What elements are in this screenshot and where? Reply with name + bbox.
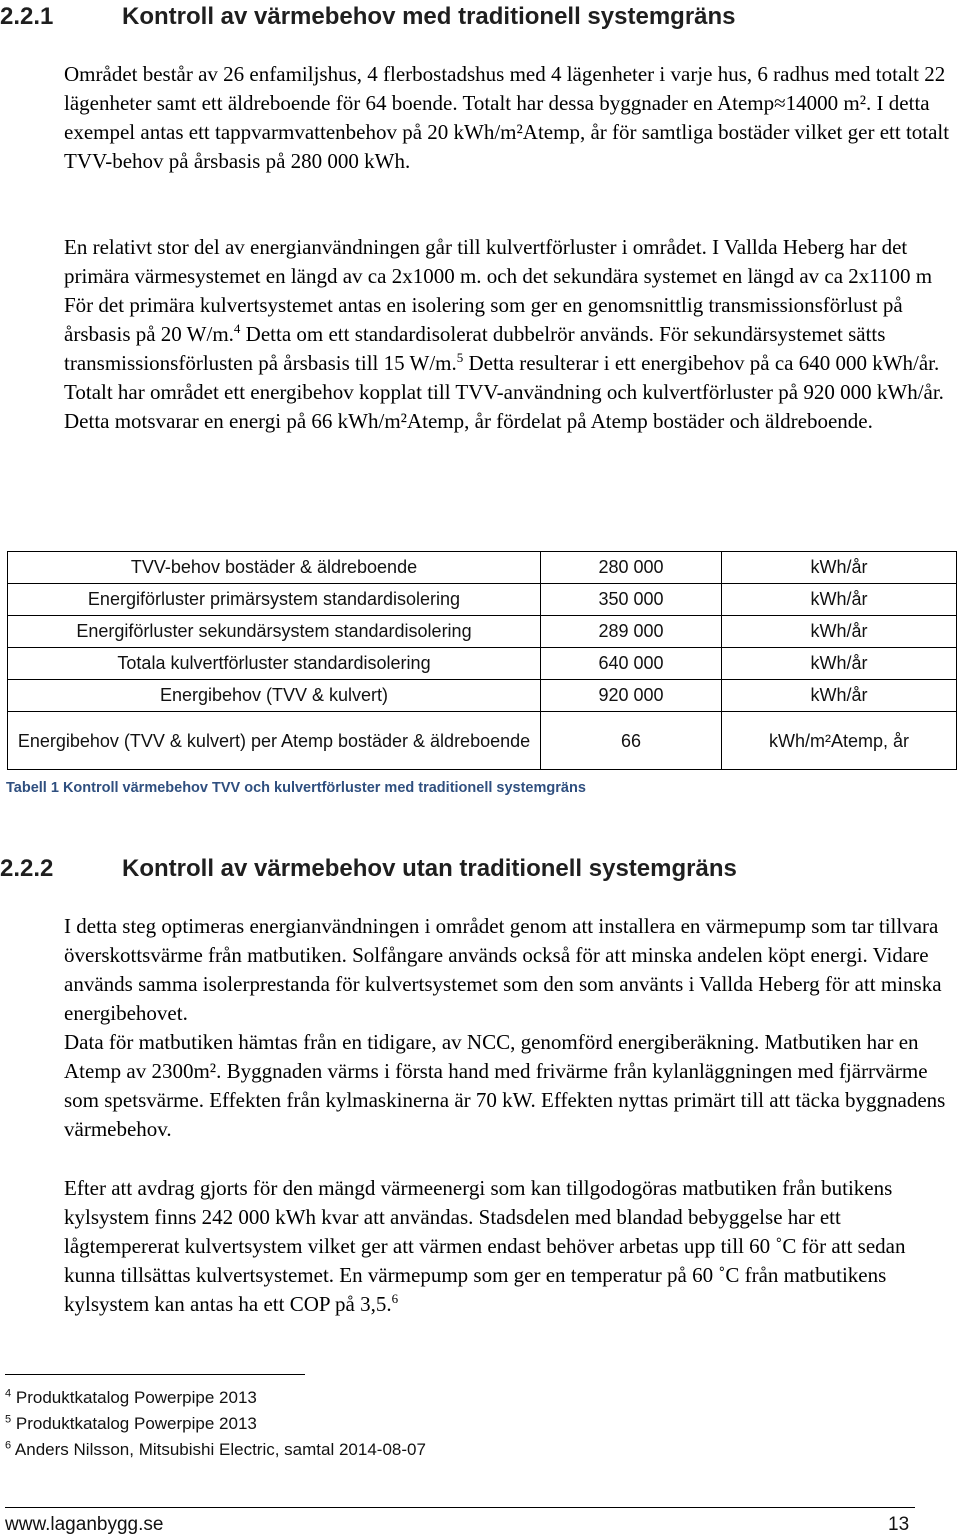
- footer-separator: [5, 1507, 915, 1508]
- section-title: Kontroll av värmebehov med traditionell systemgräns: [122, 3, 736, 30]
- footnote-5: $^5$ Produktkatalog Powerpipe 2013: [5, 1413, 257, 1433]
- paragraph-text: En relativt stor del av energianvändningen går till kulvertförluster i området. I Vallda Heberg har det primära värmesystemet en längd av ca 2x1000 m. och det sekundära systemet en längd av ca 2x1100 m För det primära kulvertsystemet antas en isolering som ger en genomsnittlig transmissionsförlust på årsbasis på 20 W/m.$^4$ Detta om ett standardisolerat dubbelrör används. För sekundärsystemet sätts transmissionsförlusten på årsbasis till 15 W/m.$^5$ Detta resulterar i ett energibehov på ca 640 000 kWh/år.: [64, 235, 940, 375]
- table-cell-value: 66: [541, 712, 722, 770]
- paragraph-text: Data för matbutiken hämtas från en tidigare, av NCC, genomförd energiberäkning. Matbutiken har en Atemp av 2300m². Byggnaden värms i första hand med frivärme från kylanläggningen med fjärrvärme som spetsvärme. Effekten från kylmaskinerna är 70 kW. Effekten nyttas primärt till att täcka byggnadens värmebehov.: [64, 1030, 946, 1141]
- paragraph-text: Totalt har området ett energibehov kopplat till TVV-användning och kulvertförluster på 920 000 kWh/år.: [64, 380, 944, 404]
- table-cell-unit: kWh/år: [722, 552, 957, 584]
- page-number: 13: [888, 1514, 910, 1535]
- table-cell-label: Totala kulvertförluster standardisolering: [8, 648, 541, 680]
- section2-paragraph-3: [64, 1174, 954, 1319]
- table-row: [8, 680, 957, 712]
- paragraph-text: Efter att avdrag gjorts för den mängd värmeenergi som kan tillgodogöras matbutiken från butikens kylsystem finns 242 000 kWh kvar att användas. Stadsdelen med blandad bebyggelse har ett lågtempererat kulvertsystem vilket ger att värmen endast behöver arbetas upp till 60 ˚C för att sedan kunna tillsättas kulvertsystemet. En värmepump som ger en temperatur på 60 ˚C från matbutikens kylsystem kan antas ha ett COP på 3,5.$^6$: [64, 1176, 906, 1316]
- section1-paragraph-1: [64, 60, 954, 176]
- section1-paragraph-2: [64, 233, 954, 436]
- section-number: 2.2.2: [0, 855, 54, 882]
- table-cell-value: 920 000: [541, 680, 722, 712]
- paragraph-text: I detta steg optimeras energianvändningen i området genom att installera en värmepump som tar tillvara överskottsvärme från matbutiken. Solfångare används också för att minska andelen köpt energi. Vidare används samma isolerprestanda för kulvertsystemet som den som använts i Vallda Heberg för att minska energibehovet.: [64, 914, 942, 1025]
- table-cell-unit: kWh/år: [722, 616, 957, 648]
- paragraph-text: Området består av 26 enfamiljshus, 4 flerbostadshus med 4 lägenheter i varje hus, 6 radhus med totalt 22 lägenheter samt ett äldreboende för 64 boende. Totalt har dessa byggnader en Atemp≈14000 m². I detta exempel antas ett tappvarmvattenbehov på 20 kWh/m²Atemp, år för samtliga bostäder vilket ger ett totalt TVV-behov på årsbasis på 280 000 kWh.: [64, 62, 950, 173]
- table-row: [8, 648, 957, 680]
- table-cell-value: 640 000: [541, 648, 722, 680]
- section-heading-2-2-1: [0, 3, 736, 31]
- table-row: [8, 584, 957, 616]
- footnote-6: $^6$ Anders Nilsson, Mitsubishi Electric, samtal 2014-08-07: [5, 1439, 426, 1459]
- section-title: Kontroll av värmebehov utan traditionell systemgräns: [122, 855, 737, 882]
- footnote-4: $^4$ Produktkatalog Powerpipe 2013: [5, 1387, 257, 1407]
- table-cell-value: 350 000: [541, 584, 722, 616]
- table-cell-value: 289 000: [541, 616, 722, 648]
- section-number: 2.2.1: [0, 3, 54, 30]
- footnote-ref-4[interactable]: 4: [233, 321, 241, 336]
- table-cell-unit: kWh/m²Atemp, år: [722, 712, 957, 770]
- table-cell-unit: kWh/år: [722, 680, 957, 712]
- footnote-ref-6[interactable]: 6: [391, 1291, 399, 1306]
- table-row: [8, 552, 957, 584]
- section2-paragraph-1: [64, 912, 954, 1144]
- table-cell-label: Energibehov (TVV & kulvert) per Atemp bostäder & äldreboende: [8, 712, 541, 770]
- footnote-ref-5[interactable]: 5: [456, 350, 464, 365]
- table-caption: Tabell 1 Kontroll värmebehov TVV och kulvertförluster med traditionell systemgräns: [6, 780, 586, 796]
- table-cell-label: Energibehov (TVV & kulvert): [8, 680, 541, 712]
- footnote-separator: [5, 1374, 305, 1375]
- table-cell-unit: kWh/år: [722, 648, 957, 680]
- table-cell-value: 280 000: [541, 552, 722, 584]
- section-heading-2-2-2: [0, 855, 737, 883]
- table-cell-label: Energiförluster sekundärsystem standardisolering: [8, 616, 541, 648]
- table-cell-label: Energiförluster primärsystem standardisolering: [8, 584, 541, 616]
- table-row: [8, 616, 957, 648]
- table-cell-label: TVV-behov bostäder & äldreboende: [8, 552, 541, 584]
- table-cell-unit: kWh/år: [722, 584, 957, 616]
- energy-table: [7, 551, 957, 770]
- paragraph-text: Detta motsvarar en energi på 66 kWh/m²Atemp, år fördelat på Atemp bostäder och äldreboende.: [64, 409, 873, 433]
- table-row: [8, 712, 957, 770]
- footer-website-link[interactable]: www.laganbygg.se: [5, 1514, 164, 1535]
